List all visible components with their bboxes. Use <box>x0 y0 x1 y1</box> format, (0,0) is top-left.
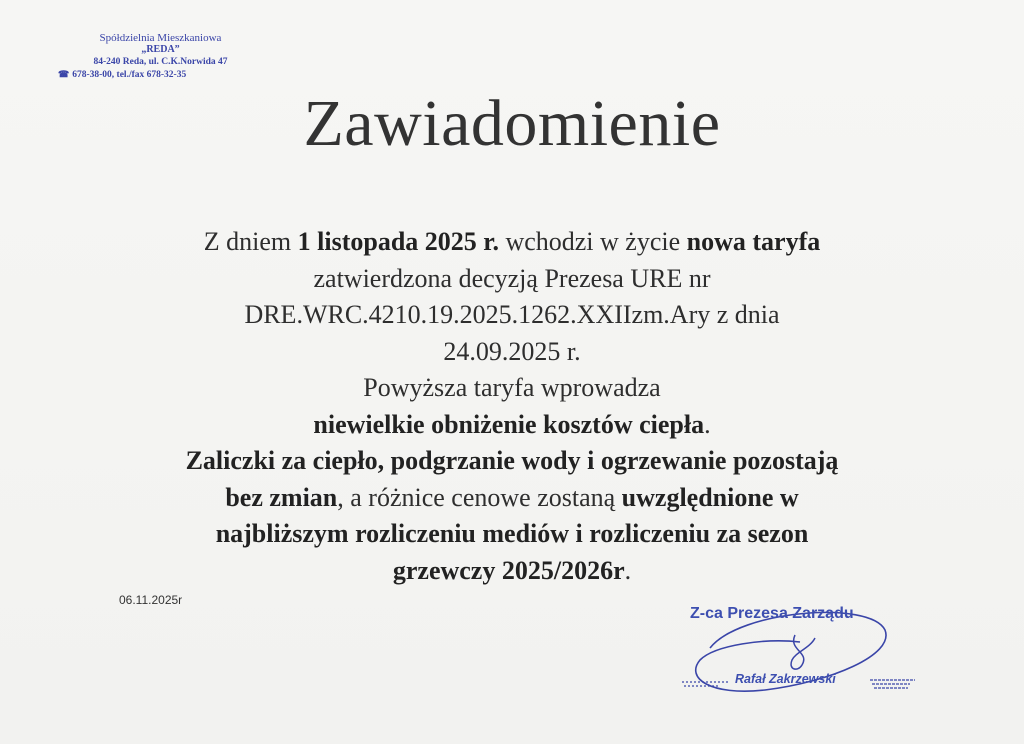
text-span: Z dniem <box>203 227 298 256</box>
notice-line-9 <box>60 516 964 553</box>
text-span: , a różnice cenowe zostaną <box>337 482 622 512</box>
notice-line-1 <box>60 224 964 261</box>
notice-line-10 <box>60 553 964 590</box>
stamp-line-name: Spółdzielnia Mieszkaniowa <box>99 32 222 44</box>
stamp-line-phone <box>58 68 263 81</box>
text-span: . <box>704 409 711 439</box>
document-title: Zawiadomienie <box>303 87 721 160</box>
no-change: bez zmian <box>225 482 338 512</box>
cooperative-stamp <box>58 32 263 81</box>
notice-line-4: 24.09.2025 r. <box>443 336 581 366</box>
notice-line-8 <box>60 480 964 517</box>
cost-reduction: niewielkie obniżenie kosztów ciepła <box>313 409 705 439</box>
notice-line-7 <box>60 443 964 480</box>
new-tariff: nowa taryfa <box>686 227 821 256</box>
heating-season: grzewczy 2025/2026r <box>392 555 625 585</box>
included: uwzględnione w <box>621 482 799 512</box>
phone-icon: ☎ <box>58 69 70 79</box>
notice-line-3: DRE.WRC.4210.19.2025.1262.XXIIzm.Ary z dnia <box>244 300 780 329</box>
signatory-name: Rafał Zakrzewski <box>735 672 836 686</box>
text-span: wchodzi w życie <box>498 227 687 256</box>
stamp-phone-text: 678-38-00, tel./fax 678-32-35 <box>72 70 187 80</box>
signatory-title: Z-ca Prezesa Zarządu <box>690 605 854 622</box>
effective-date: 1 listopada 2025 r. <box>297 227 499 256</box>
settlement: najbliższym rozliczeniu mediów i rozliczeniu za sezon <box>215 519 809 548</box>
notice-line-2: zatwierdzona decyzją Prezesa URE nr <box>313 263 711 293</box>
advance-payments: Zaliczki za ciepło, podgrzanie wody i ogrzewanie pozostają <box>185 446 839 475</box>
document-date: 06.11.2025r <box>119 593 183 607</box>
stamp-line-reda: „REDA” <box>141 44 180 55</box>
text-span: . <box>624 555 632 585</box>
notice-body <box>60 224 964 589</box>
notice-line-5: Powyższa taryfa wprowadza <box>363 373 661 402</box>
notice-line-6 <box>60 407 964 444</box>
stamp-line-address: 84-240 Reda, ul. C.K.Norwida 47 <box>93 57 228 67</box>
